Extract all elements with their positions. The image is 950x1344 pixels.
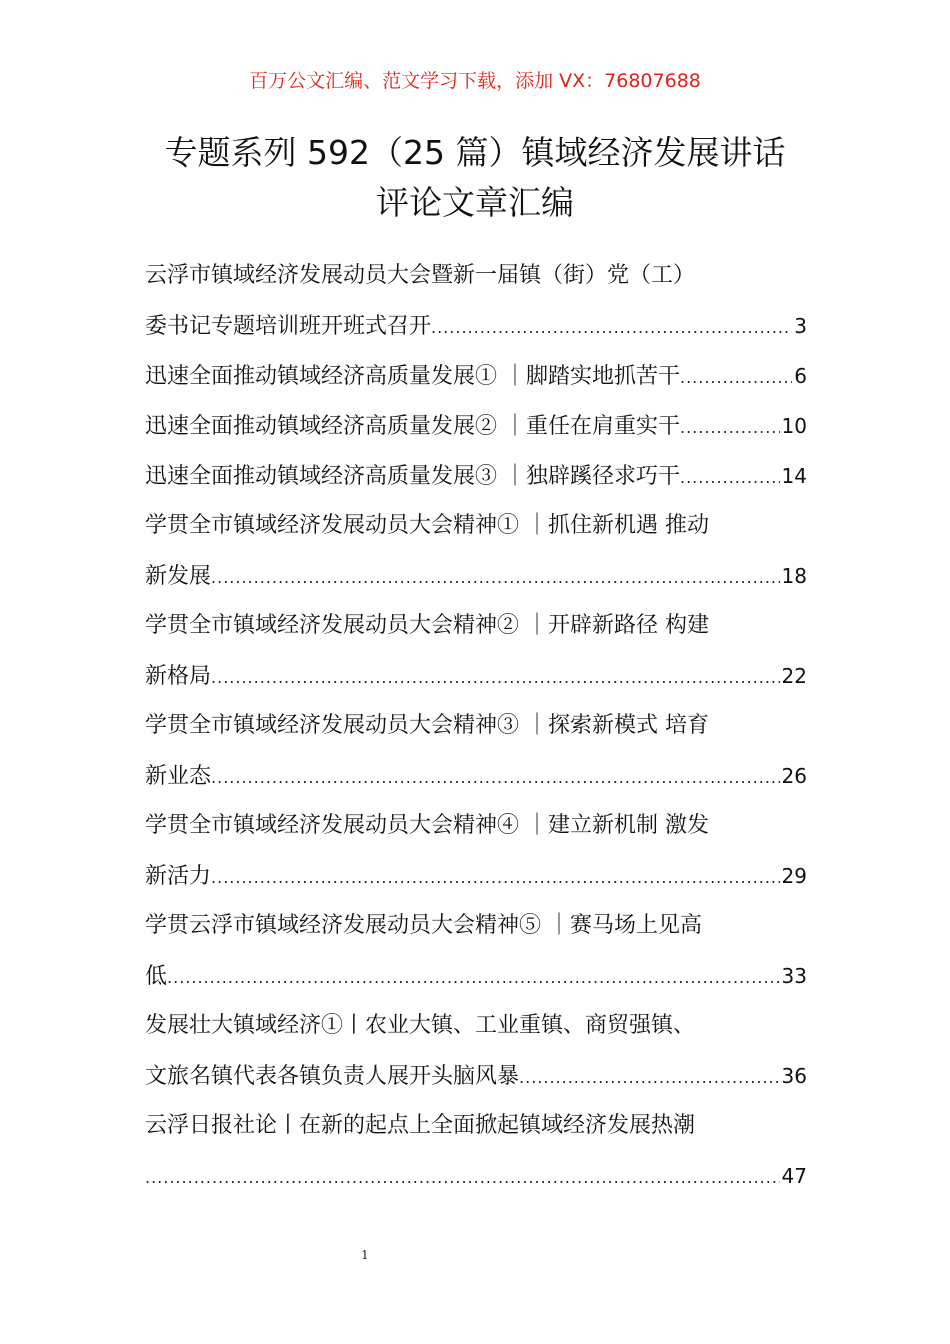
toc-entry-text-line: 云浮日报社论丨在新的起点上全面掀起镇域经济发展热潮 bbox=[145, 1113, 696, 1138]
toc-entry[interactable] bbox=[145, 1001, 807, 1101]
toc-page-number: 3 bbox=[794, 314, 807, 338]
toc-entry-last-line bbox=[145, 351, 807, 401]
toc-entry-title: 迅速全面推动镇域经济高质量发展① ｜脚踏实地抓苦干 bbox=[145, 364, 680, 389]
toc-entry-title: 低 bbox=[145, 964, 168, 989]
toc-entry-last-line bbox=[145, 301, 807, 351]
toc-page-number: 47 bbox=[781, 1164, 807, 1188]
toc-entry[interactable] bbox=[145, 901, 807, 1001]
document-title bbox=[120, 128, 830, 228]
toc-entry-last-line bbox=[145, 951, 807, 1001]
toc-entry-last-line bbox=[145, 551, 807, 601]
page-number: 1 bbox=[361, 1248, 369, 1262]
toc-entry-title: 新活力 bbox=[145, 864, 212, 889]
toc-page-number: 6 bbox=[794, 364, 807, 388]
toc-entry[interactable] bbox=[145, 501, 807, 601]
toc-entry-title: 新业态 bbox=[145, 764, 212, 789]
toc-entry[interactable] bbox=[145, 801, 807, 901]
toc-entry[interactable] bbox=[145, 701, 807, 801]
title-line-1: 专题系列 592（25 篇）镇域经济发展讲话 bbox=[164, 133, 786, 172]
toc-page-number: 22 bbox=[781, 664, 807, 688]
dot-leader bbox=[211, 653, 780, 703]
toc-entry-title: 迅速全面推动镇域经济高质量发展② ｜重任在肩重实干 bbox=[145, 414, 680, 439]
toc-entry-text-line: 云浮市镇域经济发展动员大会暨新一届镇（街）党（工） bbox=[145, 263, 696, 288]
toc-entry-text-line: 学贯云浮市镇域经济发展动员大会精神⑤ ｜赛马场上见高 bbox=[145, 913, 702, 938]
dot-leader bbox=[431, 303, 792, 353]
toc-entry-last-line bbox=[145, 1151, 807, 1201]
dot-leader bbox=[680, 453, 780, 503]
dot-leader bbox=[145, 1153, 780, 1203]
dot-leader bbox=[680, 403, 780, 453]
title-line-2: 评论文章汇编 bbox=[376, 183, 574, 222]
toc-entry[interactable] bbox=[145, 251, 807, 351]
toc-page-number: 14 bbox=[781, 464, 807, 488]
header-note: 百万公文汇编、范文学习下载，添加 VX：76807688 bbox=[249, 70, 701, 92]
toc-entry-title: 迅速全面推动镇域经济高质量发展③ ｜独辟蹊径求巧干 bbox=[145, 464, 680, 489]
toc-page-number: 29 bbox=[781, 864, 807, 888]
dot-leader bbox=[211, 853, 780, 903]
toc-entry-text-line: 学贯全市镇域经济发展动员大会精神① ｜抓住新机遇 推动 bbox=[145, 513, 709, 538]
toc-entry[interactable] bbox=[145, 451, 807, 501]
toc-entry-text-line: 发展壮大镇域经济①丨农业大镇、工业重镇、商贸强镇、 bbox=[145, 1013, 696, 1038]
toc-entry-last-line bbox=[145, 1051, 807, 1101]
toc-entry-last-line bbox=[145, 751, 807, 801]
toc-page-number: 33 bbox=[781, 964, 807, 988]
toc-page-number: 26 bbox=[781, 764, 807, 788]
dot-leader bbox=[211, 553, 780, 603]
toc-page-number: 36 bbox=[781, 1064, 807, 1088]
toc-entry-title: 新发展 bbox=[145, 564, 212, 589]
toc-entry-text-line: 学贯全市镇域经济发展动员大会精神③ ｜探索新模式 培育 bbox=[145, 713, 709, 738]
toc-page-number: 10 bbox=[781, 414, 807, 438]
toc-entry[interactable] bbox=[145, 401, 807, 451]
dot-leader bbox=[211, 753, 780, 803]
toc-entry-last-line bbox=[145, 851, 807, 901]
dot-leader bbox=[167, 953, 780, 1003]
toc-entry[interactable] bbox=[145, 1101, 807, 1201]
toc-entry-title: 文旅名镇代表各镇负责人展开头脑风暴 bbox=[145, 1064, 520, 1089]
toc-entry-text-line: 学贯全市镇域经济发展动员大会精神④ ｜建立新机制 激发 bbox=[145, 813, 709, 838]
toc-entry[interactable] bbox=[145, 351, 807, 401]
toc-entry[interactable] bbox=[145, 601, 807, 701]
toc-page-number: 18 bbox=[781, 564, 807, 588]
table-of-contents bbox=[145, 251, 807, 1201]
toc-entry-last-line bbox=[145, 451, 807, 501]
toc-entry-text-line: 学贯全市镇域经济发展动员大会精神② ｜开辟新路径 构建 bbox=[145, 613, 709, 638]
dot-leader bbox=[519, 1053, 780, 1103]
dot-leader bbox=[680, 353, 792, 403]
toc-entry-last-line bbox=[145, 401, 807, 451]
toc-entry-title: 新格局 bbox=[145, 664, 212, 689]
toc-entry-title: 委书记专题培训班开班式召开 bbox=[145, 314, 432, 339]
toc-entry-last-line bbox=[145, 651, 807, 701]
